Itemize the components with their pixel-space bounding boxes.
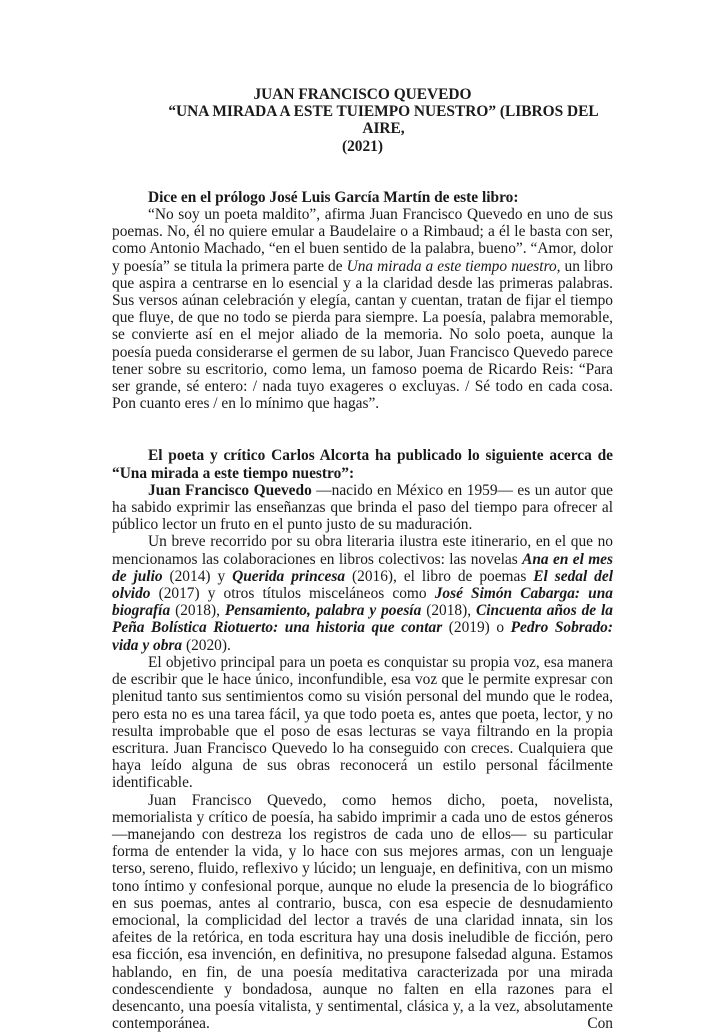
paragraph-text: Juan Francisco Quevedo, como hemos dicho, poeta, novelista, memorialista y crítico de poesía, ha sabido imprimir a cada uno de estos géneros —manejando con destreza los registros de cada uno de ellos— su particular forma de entender la vida, y lo hace con sus mejores armas, con un lenguaje terso, sereno, fluido, reflexivo y lúcido; un lenguaje, en definitiva, con un mismo tono íntimo y confesional porque, aunque no elude la presencia de lo biográfico en sus poemas, antes al contrario, busca, con esa especie de desnudamiento emocional, la complicidad del lector a través de una claridad innata, sin los afeites de la retórica, en toda escritura hay una dosis ineludible de ficción, pero esa ficción, esa invención, en definitiva, no presupone falsedad alguna. Estamos hablando, en fin, de una poesía meditativa caracterizada por una mirada condescendiente y bondadosa, aunque no falten en ella razones para el desencanto, una poesía vitalista, y sentimental, clásica y, a la vez, absolutamente contemporánea. Con <box>112 791 613 1032</box>
title-book: “UNA MIRADA A ESTE TUIEMPO NUESTRO” (LIBROS DEL AIRE, <box>168 103 599 138</box>
section1-body <box>112 206 613 412</box>
emphasized-text: Querida princesa <box>232 567 346 585</box>
emphasized-text: Pedro Sobrado: vida y obra <box>112 619 613 654</box>
paragraph-text: (2019) o <box>442 619 511 637</box>
paragraph <box>112 792 613 1032</box>
paragraph-text: Un breve recorrido por su obra literaria ilustra este itinerario, en el que no mencionamos las colaboraciones en libros colectivos: las novelas <box>112 533 613 568</box>
title-author: JUAN FRANCISCO QUEVEDO <box>253 86 472 103</box>
emphasized-text: Una mirada a este tiempo nuestro, <box>346 257 561 275</box>
paragraph-text: un libro que aspira a centrarse en lo esencial y a la claridad desde las primeras palabras. Sus versos aúnan celebración y elegía, cantan y cuentan, tratan de fijar el tiempo que fluye, de que no todo se pierda para siempre. La poesía, palabra memorable, se convierte así en el mejor aliado de la memoria. No solo poeta, aunque la poesía pueda considerarse el germen de su labor, Juan Francisco Quevedo parece tener sobre su escritorio, como lema, un famoso poema de Ricardo Reis: “Para ser grande, sé entero: / nada tuyo exageres o excluyas. / Sé todo en cada cosa. Pon cuanto eres / en lo mínimo que hagas”. <box>112 257 613 413</box>
paragraph <box>112 482 613 534</box>
paragraph-text: (2017) y otros títulos misceláneos como <box>150 585 435 603</box>
section2-heading: El poeta y crítico Carlos Alcorta ha publicado lo siguiente acerca de “Una mirada a este tiempo nuestro”: <box>112 447 613 482</box>
paragraph-text: El objetivo principal para un poeta es conquistar su propia voz, esa manera de escribir que le hace único, inconfundible, esa voz que le permite expresar con plenitud tanto sus sentimientos como su visión personal del mundo que le rodea, pero esta no es una tarea fácil, ya que todo poeta es, antes que poeta, lector, y no resulta improbable que el poso de esas lecturas se vaya filtrando en la propia escritura. Juan Francisco Quevedo lo ha conseguido con creces. Cualquiera que haya leído alguna de sus obras reconocerá un estilo personal fácilmente identificable. <box>112 653 613 792</box>
title-year: (2021) <box>341 137 384 155</box>
section1-heading: Dice en el prólogo José Luis García Martín de este libro: <box>148 188 519 206</box>
emphasized-text: Cincuenta años de la Peña Bolística Riotuerto: una historia que contar <box>112 602 614 637</box>
emphasized-text: Pensamiento, palabra y poesía <box>224 602 422 620</box>
paragraph-text: “No soy un poeta maldito”, afirma Juan Francisco Quevedo en uno de sus poemas. No, él no quiere emular a Baudelaire o a Rimbaud; a él le basta con ser, como Antonio Machado, “en el buen sentido de la palabra, bueno”. “Amor, dolor y poesía” se titula la primera parte de <box>112 206 613 275</box>
emphasized-text: El sedal del olvido <box>112 567 613 603</box>
emphasized-text: José Simón Cabarga: una biografía <box>112 585 613 620</box>
paragraph-text: —nacido en México en 1959— es un autor que ha sabido exprimir las enseñanzas que brinda el paso del tiempo para ofrecer al público lector un fruto en el punto justo de su maduración. <box>112 481 613 534</box>
paragraph <box>112 206 613 412</box>
paragraph-text: (2018), <box>170 602 225 620</box>
paragraph-text: (2020). <box>182 636 231 654</box>
section2-body <box>112 482 613 1032</box>
paragraph-text: (2018), <box>421 602 476 620</box>
document-page <box>112 86 613 1032</box>
document-title <box>112 86 613 155</box>
emphasized-text: Juan Francisco Quevedo <box>148 481 312 499</box>
paragraph <box>112 533 613 653</box>
paragraph-text: (2014) y <box>162 567 233 585</box>
emphasized-text: Ana en el mes de julio <box>112 550 613 585</box>
paragraph <box>112 654 613 792</box>
paragraph-text: (2016), el libro de poemas <box>345 567 534 585</box>
